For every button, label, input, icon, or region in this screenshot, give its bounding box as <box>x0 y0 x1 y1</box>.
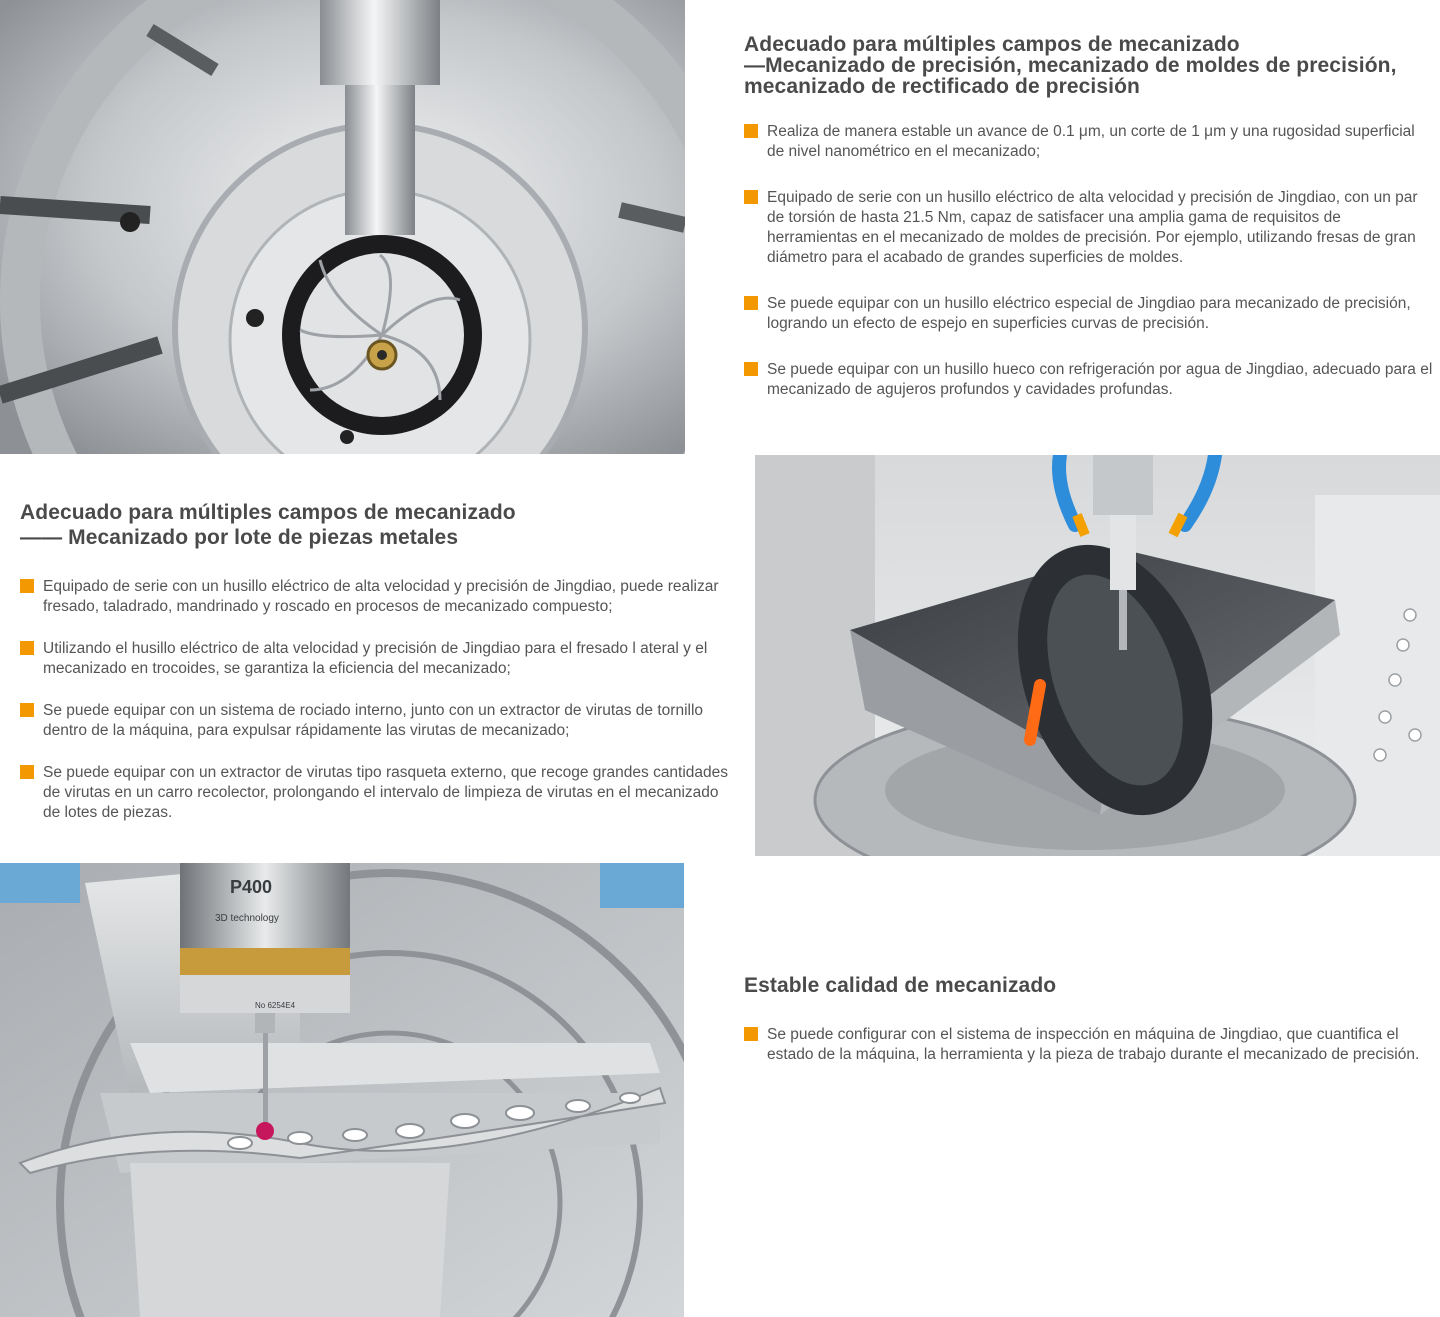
feature-item: Equipado de serie con un husillo eléctrico de alta velocidad y precisión de Jingdiao, con un par de torsión de hasta 21.5 Nm, capaz de satisfacer una amplia gama de requisitos de herramientas en el mecanizado de moldes de precisión. Por ejemplo, utilizando fresas de gran diámetro para el acabado de grandes superficies de moldes. <box>744 188 1434 268</box>
machining-chamber-photo <box>755 455 1440 856</box>
feature-list <box>744 1025 1424 1065</box>
precision-machining-section <box>744 34 1434 400</box>
batch-machining-section <box>20 500 732 823</box>
feature-item: Utilizando el husillo eléctrico de alta velocidad y precisión de Jingdiao para el fresado l ateral y el mecanizado en trocoides, se garantiza la eficiencia del mecanizado; <box>20 639 732 679</box>
feature-item: Se puede equipar con un husillo eléctrico especial de Jingdiao para mecanizado de precisión, logrando un efecto de espejo en superficies curvas de precisión. <box>744 294 1434 334</box>
feature-list <box>744 122 1434 400</box>
probe-inspection-photo <box>0 863 684 1317</box>
probe-tech-text: 3D technology <box>215 913 279 924</box>
section-title-line: Adecuado para múltiples campos de mecanizado <box>744 33 1240 56</box>
feature-item: Se puede equipar con un extractor de virutas tipo rasqueta externo, que recoge grandes cantidades de virutas en un carro recolector, prolongando el intervalo de limpieza de virutas en el mecanizado de lotes de piezas. <box>20 763 732 823</box>
feature-list <box>20 577 732 823</box>
section-title <box>20 500 732 550</box>
feature-item: Se puede configurar con el sistema de inspección en máquina de Jingdiao, que cuantifica el estado de la máquina, la herramienta y la pieza de trabajo durante el mecanizado de precisión. <box>744 1025 1424 1065</box>
section-title-line: Estable calidad de mecanizado <box>744 974 1057 997</box>
probe-serial-text: No 6254E4 <box>255 1001 296 1010</box>
feature-item: Realiza de manera estable un avance de 0.1 μm, un corte de 1 μm y una rugosidad superficial de nivel nanométrico en el mecanizado; <box>744 122 1434 162</box>
section-title-line: —— Mecanizado por lote de piezas metales <box>20 526 459 549</box>
feature-item: Se puede equipar con un husillo hueco con refrigeración por agua de Jingdiao, adecuado para el mecanizado de agujeros profundos y cavidades profundas. <box>744 360 1434 400</box>
section-title <box>744 34 1434 97</box>
spindle-impeller-photo <box>0 0 685 454</box>
section-title-line: Adecuado para múltiples campos de mecanizado <box>20 501 516 524</box>
section-title-line: —Mecanizado de precisión, mecanizado de moldes de precisión, <box>744 54 1397 77</box>
feature-item: Equipado de serie con un husillo eléctrico de alta velocidad y precisión de Jingdiao, puede realizar fresado, taladrado, mandrinado y roscado en procesos de mecanizado compuesto; <box>20 577 732 617</box>
section-title-line: mecanizado de rectificado de precisión <box>744 75 1140 98</box>
probe-model-text: P400 <box>230 877 273 897</box>
machining-quality-section <box>744 975 1424 1065</box>
section-title <box>744 975 1424 996</box>
feature-item: Se puede equipar con un sistema de rociado interno, junto con un extractor de virutas de tornillo dentro de la máquina, para expulsar rápidamente las virutas de mecanizado; <box>20 701 732 741</box>
